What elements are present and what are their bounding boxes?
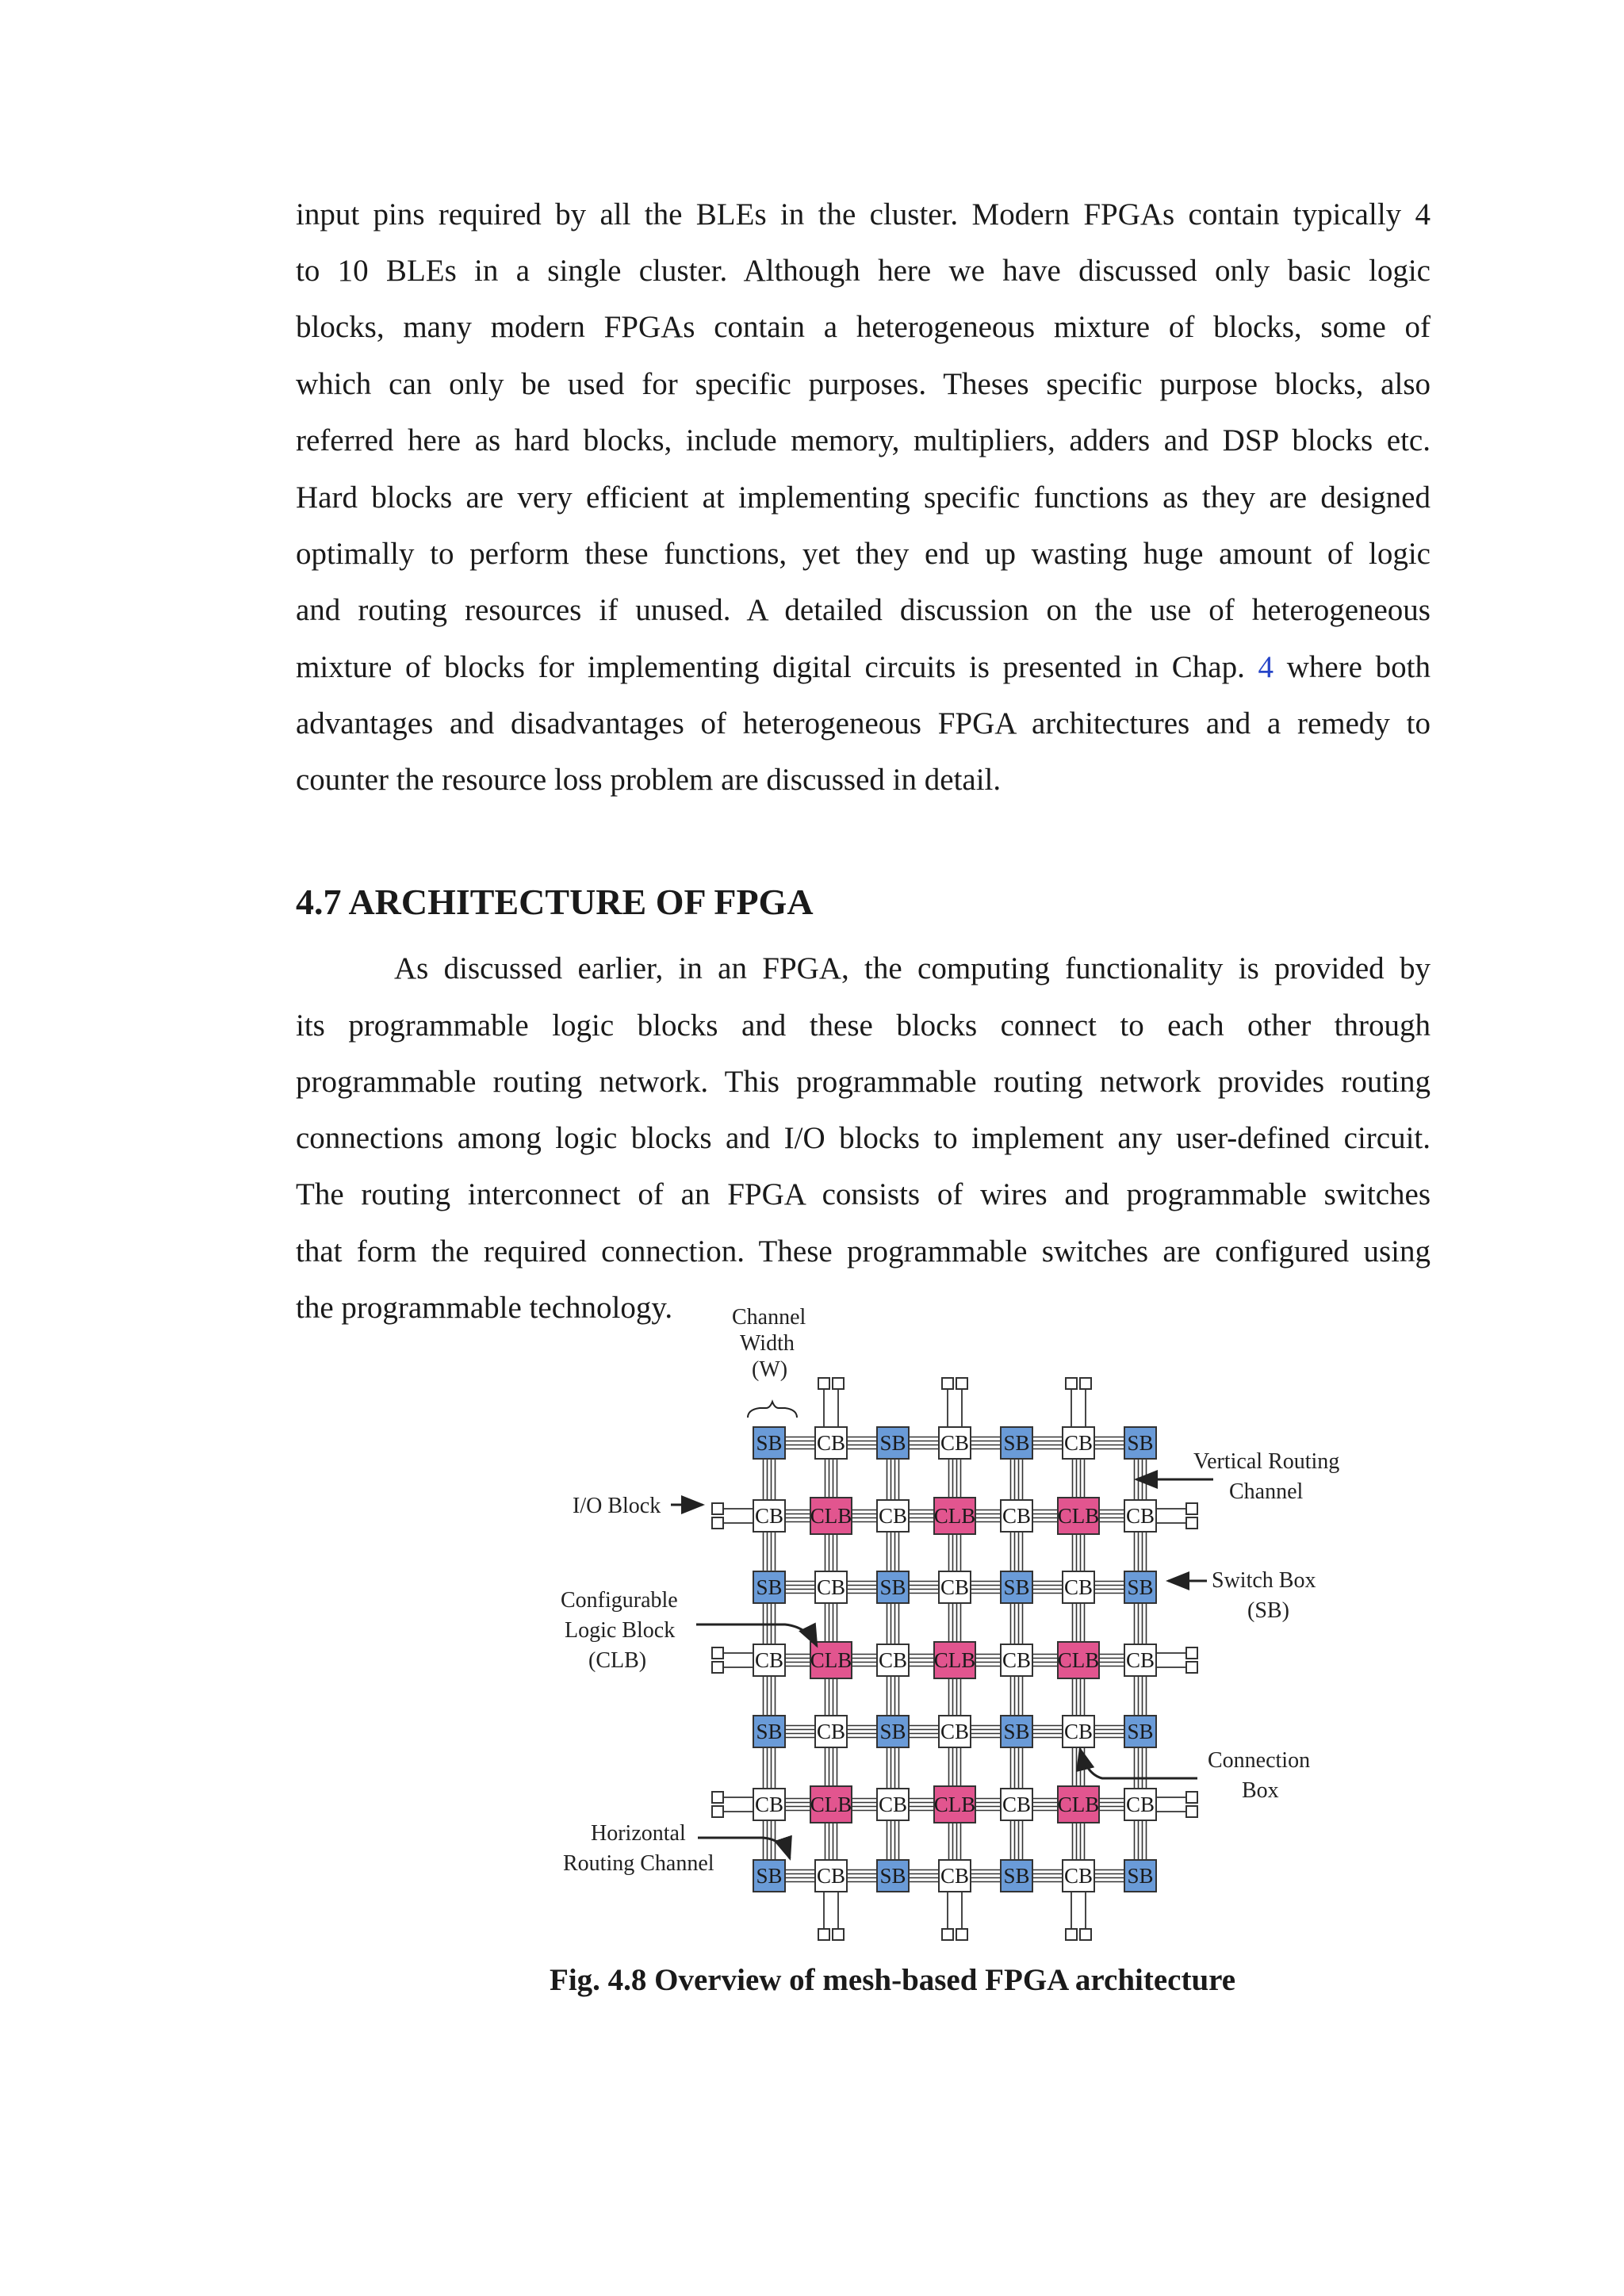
svg-text:CB: CB [1002, 1648, 1032, 1672]
vertical-routing-tracks [764, 1532, 776, 1571]
svg-text:CB: CB [940, 1575, 970, 1599]
horizontal-routing-tracks [1094, 1437, 1124, 1449]
cb-block [1124, 1500, 1156, 1532]
vertical-routing-tracks [1011, 1820, 1023, 1860]
io-pad [712, 1806, 723, 1817]
svg-text:CB: CB [754, 1648, 784, 1672]
io-block-label: I/O Block [573, 1494, 661, 1518]
io-pad [712, 1517, 723, 1529]
horizontal-routing-label-line2: Routing Channel [563, 1851, 714, 1876]
io-pad [956, 1378, 967, 1389]
clb-block [810, 1786, 852, 1823]
svg-text:CB: CB [878, 1793, 908, 1816]
sb-block [877, 1427, 909, 1459]
text-line-with-link [296, 650, 1431, 685]
horizontal-routing-tracks [909, 1870, 939, 1882]
horizontal-routing-tracks [785, 1582, 815, 1594]
io-pad [712, 1503, 723, 1514]
sb-block [753, 1860, 785, 1892]
svg-text:CB: CB [940, 1864, 970, 1888]
text-line: which can only be used for specific purposes. Theses specific purpose blocks, also [296, 367, 1431, 401]
section-heading: 4.7 ARCHITECTURE OF FPGA [296, 882, 814, 922]
svg-text:SB: SB [1127, 1720, 1154, 1743]
cb-block [815, 1571, 847, 1603]
horizontal-routing-tracks [1032, 1437, 1063, 1449]
svg-text:CB: CB [878, 1504, 908, 1528]
horizontal-routing-tracks [847, 1726, 877, 1738]
io-pad [1186, 1806, 1197, 1817]
vertical-routing-tracks [1073, 1603, 1085, 1644]
sb-block [877, 1571, 909, 1603]
cb-block [1063, 1427, 1094, 1459]
svg-text:CB: CB [816, 1864, 846, 1888]
vertical-routing-tracks [1011, 1747, 1023, 1789]
text-line: programmable routing network. This programmable routing network provides routing [296, 1065, 1431, 1099]
figure-caption: Fig. 4.8 Overview of mesh-based FPGA architecture [550, 1963, 1236, 1997]
horizontal-routing-label-line1: Horizontal [591, 1821, 686, 1846]
cb-block [1063, 1716, 1094, 1747]
clb-block [1058, 1498, 1100, 1534]
clb-block [934, 1498, 976, 1534]
text-line: As discussed earlier, in an FPGA, the computing functionality is provided by [394, 951, 1431, 985]
svg-text:SB: SB [756, 1864, 783, 1888]
text-line: counter the resource loss problem are discussed in detail. [296, 763, 1002, 797]
horizontal-routing-tracks [847, 1582, 877, 1594]
horizontal-routing-tracks [1032, 1870, 1063, 1882]
clb-block [810, 1498, 852, 1534]
svg-text:SB: SB [879, 1575, 906, 1599]
io-pad [956, 1929, 967, 1940]
clb-block [1058, 1642, 1100, 1678]
svg-text:CB: CB [816, 1431, 846, 1455]
clb-block [810, 1642, 852, 1678]
svg-text:CB: CB [1002, 1504, 1032, 1528]
vertical-routing-tracks [1135, 1820, 1147, 1860]
svg-text:SB: SB [1003, 1864, 1030, 1888]
text-line: The routing interconnect of an FPGA consists of wires and programmable switches [296, 1177, 1431, 1211]
vertical-routing-tracks [887, 1820, 899, 1860]
io-pad [942, 1378, 953, 1389]
io-pad [1066, 1929, 1077, 1940]
svg-text:CB: CB [754, 1793, 784, 1816]
vertical-routing-tracks [825, 1747, 837, 1789]
cb-block [1124, 1644, 1156, 1676]
vertical-routing-tracks [887, 1532, 899, 1571]
vertical-routing-label-line1: Vertical Routing [1193, 1449, 1340, 1474]
io-pad [833, 1378, 844, 1389]
svg-text:CLB: CLB [1057, 1793, 1100, 1816]
svg-text:CB: CB [754, 1504, 784, 1528]
svg-text:CLB: CLB [933, 1648, 976, 1672]
cb-block [939, 1860, 971, 1892]
io-pad [712, 1647, 723, 1659]
text-line: to 10 BLEs in a single cluster. Although here we have discussed only basic logic [296, 254, 1431, 288]
vertical-routing-tracks [1135, 1747, 1147, 1789]
svg-text:CLB: CLB [933, 1793, 976, 1816]
channel-width-brace [748, 1402, 797, 1418]
text-segment: mixture of blocks for implementing digital circuits is presented in Chap. [296, 650, 1245, 684]
horizontal-routing-tracks [971, 1437, 1001, 1449]
svg-text:CB: CB [1125, 1648, 1155, 1672]
text-line: blocks, many modern FPGAs contain a heterogeneous mixture of blocks, some of [296, 310, 1431, 344]
svg-text:SB: SB [1003, 1720, 1030, 1743]
io-pad [1080, 1929, 1091, 1940]
horizontal-routing-tracks [909, 1582, 939, 1594]
io-pad [1186, 1647, 1197, 1659]
svg-text:CLB: CLB [1057, 1648, 1100, 1672]
vertical-routing-tracks [825, 1676, 837, 1716]
svg-text:CLB: CLB [810, 1793, 852, 1816]
cb-block [939, 1716, 971, 1747]
cb-block [877, 1644, 909, 1676]
horizontal-routing-tracks [1032, 1726, 1063, 1738]
text-line: optimally to perform these functions, yet they end up wasting huge amount of logic [296, 537, 1431, 571]
svg-text:CLB: CLB [810, 1504, 852, 1528]
channel-width-label-line2: Width [740, 1331, 795, 1356]
svg-text:CB: CB [1063, 1720, 1094, 1743]
io-pad [1186, 1662, 1197, 1673]
svg-text:CB: CB [1063, 1864, 1094, 1888]
svg-text:SB: SB [879, 1864, 906, 1888]
sb-block [753, 1571, 785, 1603]
svg-text:CLB: CLB [810, 1648, 852, 1672]
svg-text:SB: SB [879, 1431, 906, 1455]
vertical-routing-tracks [949, 1603, 961, 1644]
cb-block [815, 1860, 847, 1892]
horizontal-routing-tracks [1094, 1870, 1124, 1882]
sb-block [1001, 1571, 1032, 1603]
horizontal-routing-tracks [785, 1437, 815, 1449]
vertical-routing-tracks [949, 1747, 961, 1789]
io-pad [1066, 1378, 1077, 1389]
cb-block [1001, 1789, 1032, 1820]
cb-block [877, 1500, 909, 1532]
sb-block [753, 1716, 785, 1747]
io-pad [818, 1378, 829, 1389]
io-pad [818, 1929, 829, 1940]
cb-block [753, 1644, 785, 1676]
text-line: connections among logic blocks and I/O blocks to implement any user-defined circuit. [296, 1121, 1431, 1155]
horizontal-routing-tracks [971, 1582, 1001, 1594]
sb-block [1124, 1860, 1156, 1892]
vertical-routing-tracks [1073, 1532, 1085, 1571]
text-line: that form the required connection. These programmable switches are configured using [296, 1234, 1431, 1269]
svg-text:SB: SB [1127, 1575, 1154, 1599]
vertical-routing-tracks [764, 1459, 776, 1500]
horizontal-routing-tracks [1032, 1582, 1063, 1594]
text-line: advantages and disadvantages of heterogeneous FPGA architectures and a remedy to [296, 706, 1431, 740]
svg-text:SB: SB [879, 1720, 906, 1743]
fpga-architecture-figure [555, 1300, 1348, 1966]
clb-arrow [696, 1624, 817, 1646]
vertical-routing-tracks [764, 1747, 776, 1789]
vertical-routing-tracks [1011, 1532, 1023, 1571]
vertical-routing-tracks [949, 1676, 961, 1716]
horizontal-routing-tracks [909, 1726, 939, 1738]
sb-block [1001, 1860, 1032, 1892]
svg-text:SB: SB [1127, 1864, 1154, 1888]
io-pad [1080, 1378, 1091, 1389]
horizontal-routing-tracks [909, 1437, 939, 1449]
vertical-routing-tracks [1011, 1676, 1023, 1716]
connection-box-label-line1: Connection [1208, 1748, 1311, 1773]
vertical-routing-tracks [825, 1820, 837, 1860]
svg-text:CLB: CLB [1057, 1504, 1100, 1528]
clb-label-line1: Configurable [561, 1588, 678, 1613]
svg-text:SB: SB [756, 1720, 783, 1743]
cb-block [815, 1716, 847, 1747]
io-pad [1186, 1792, 1197, 1803]
clb-block [934, 1786, 976, 1823]
svg-text:CB: CB [940, 1720, 970, 1743]
horizontal-routing-tracks [785, 1726, 815, 1738]
sb-block [877, 1716, 909, 1747]
vertical-routing-tracks [949, 1820, 961, 1860]
horizontal-routing-tracks [971, 1870, 1001, 1882]
cb-block [939, 1427, 971, 1459]
svg-text:CB: CB [1125, 1504, 1155, 1528]
svg-text:SB: SB [1003, 1575, 1030, 1599]
io-pad [712, 1662, 723, 1673]
horizontal-routing-tracks [971, 1726, 1001, 1738]
chapter-link[interactable]: 4 [1258, 650, 1274, 684]
vertical-routing-tracks [1011, 1603, 1023, 1644]
svg-text:CB: CB [878, 1648, 908, 1672]
channel-width-label-line3: (W) [752, 1357, 788, 1382]
vertical-routing-tracks [1135, 1603, 1147, 1644]
svg-text:CB: CB [1063, 1431, 1094, 1455]
clb-block [934, 1642, 976, 1678]
cb-block [877, 1789, 909, 1820]
horizontal-routing-tracks [1094, 1726, 1124, 1738]
cb-block [1001, 1500, 1032, 1532]
cb-block [939, 1571, 971, 1603]
vertical-routing-tracks [887, 1459, 899, 1500]
svg-text:CB: CB [1125, 1793, 1155, 1816]
svg-text:CB: CB [1002, 1793, 1032, 1816]
horizontal-routing-tracks [847, 1870, 877, 1882]
channel-width-label-line1: Channel [732, 1305, 806, 1330]
vertical-routing-tracks [825, 1459, 837, 1500]
sb-block [1124, 1571, 1156, 1603]
io-pad [942, 1929, 953, 1940]
vertical-routing-tracks [1073, 1747, 1085, 1789]
switch-box-label-line2: (SB) [1247, 1598, 1289, 1623]
text-line: input pins required by all the BLEs in the cluster. Modern FPGAs contain typically 4 [296, 197, 1431, 232]
fpga-mesh-diagram [555, 1300, 1348, 1966]
vertical-routing-tracks [1135, 1532, 1147, 1571]
text-line: Hard blocks are very efficient at implementing specific functions as they are designed [296, 480, 1431, 515]
io-pad [712, 1792, 723, 1803]
svg-text:SB: SB [1127, 1431, 1154, 1455]
text-segment: where both [1286, 650, 1431, 684]
vertical-routing-tracks [1135, 1676, 1147, 1716]
io-pad [833, 1929, 844, 1940]
cb-block [753, 1789, 785, 1820]
horizontal-routing-tracks [1094, 1582, 1124, 1594]
io-pad [1186, 1503, 1197, 1514]
svg-text:CB: CB [1063, 1575, 1094, 1599]
vertical-routing-tracks [949, 1459, 961, 1500]
vertical-routing-tracks [825, 1603, 837, 1644]
text-line: and routing resources if unused. A detailed discussion on the use of heterogeneous [296, 593, 1431, 627]
clb-label-line2: Logic Block [565, 1618, 676, 1643]
vertical-routing-tracks [1073, 1676, 1085, 1716]
horizontal-routing-tracks [847, 1437, 877, 1449]
vertical-routing-tracks [1073, 1820, 1085, 1860]
cb-block [1063, 1860, 1094, 1892]
svg-text:CB: CB [816, 1575, 846, 1599]
vertical-routing-tracks [1073, 1459, 1085, 1500]
cb-block [753, 1500, 785, 1532]
clb-label-line3: (CLB) [588, 1648, 647, 1673]
sb-block [877, 1860, 909, 1892]
cb-block [1001, 1644, 1032, 1676]
sb-block [1124, 1427, 1156, 1459]
sb-block [1001, 1427, 1032, 1459]
vertical-routing-tracks [1011, 1459, 1023, 1500]
svg-text:CB: CB [940, 1431, 970, 1455]
sb-block [1001, 1716, 1032, 1747]
cb-block [1063, 1571, 1094, 1603]
sb-block [753, 1427, 785, 1459]
switch-box-label-line1: Switch Box [1212, 1568, 1316, 1593]
io-pad [1186, 1517, 1197, 1529]
vertical-routing-tracks [887, 1676, 899, 1716]
text-line: referred here as hard blocks, include memory, multipliers, adders and DSP blocks etc. [296, 423, 1431, 457]
svg-text:SB: SB [756, 1575, 783, 1599]
svg-text:CLB: CLB [933, 1504, 976, 1528]
svg-text:SB: SB [1003, 1431, 1030, 1455]
vertical-routing-tracks [764, 1676, 776, 1716]
vertical-routing-label-line2: Channel [1229, 1479, 1304, 1504]
cb-block [815, 1427, 847, 1459]
sb-block [1124, 1716, 1156, 1747]
cb-block [1124, 1789, 1156, 1820]
svg-text:SB: SB [756, 1431, 783, 1455]
connection-box-label-line2: Box [1242, 1778, 1279, 1803]
text-line: its programmable logic blocks and these blocks connect to each other through [296, 1008, 1431, 1043]
horizontal-routing-tracks [785, 1870, 815, 1882]
svg-text:CB: CB [816, 1720, 846, 1743]
vertical-routing-tracks [949, 1532, 961, 1571]
vertical-routing-tracks [887, 1603, 899, 1644]
clb-block [1058, 1786, 1100, 1823]
text-line: the programmable technology. [296, 1291, 673, 1325]
vertical-routing-tracks [887, 1747, 899, 1789]
vertical-routing-tracks [825, 1532, 837, 1571]
